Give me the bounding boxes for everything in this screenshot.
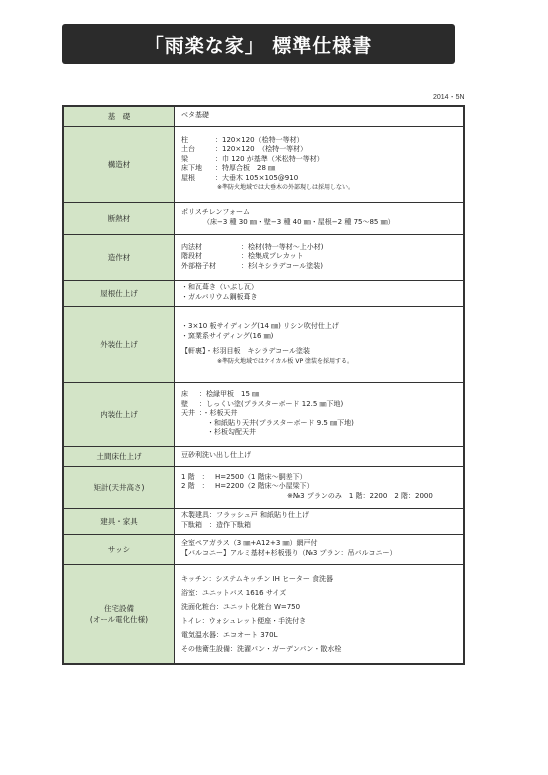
row-value (175, 306, 465, 382)
equipment-label-sub: (オール電化仕様) (89, 614, 149, 624)
spec-line: 梁 ：巾 120 が基準（米松特一等材） (181, 154, 324, 163)
equipment-item: 浴室：ユニットバス 1616 サイズ (181, 588, 287, 597)
exterior-eaves: 【軒裏】・杉羽目板 キシラデコール塗装 (181, 347, 311, 356)
spec-row-entrance (63, 446, 464, 466)
row-value (175, 534, 465, 564)
spec-row-foundation (63, 106, 464, 126)
insulation-line1: ポリスチレンフォーム (181, 208, 251, 217)
row-label: 造作材 (63, 234, 175, 280)
foundation-value: ベタ基礎 (181, 111, 209, 120)
document-title: 「雨楽な家」 標準仕様書 (144, 34, 373, 57)
entrance-value: 豆砂利洗い出し仕上げ (181, 451, 251, 460)
interior-ceiling-item: ・杉板勾配天井 (207, 428, 256, 437)
document-date: 2014・5N (433, 94, 465, 101)
roof-item: ・ガルバリウム鋼板葺き (181, 293, 258, 301)
spec-row-insulation (63, 202, 464, 234)
roof-item: ・和瓦葺き（いぶし瓦） (181, 283, 258, 292)
row-value (175, 126, 465, 202)
title-banner (62, 24, 455, 64)
sash-item: 【バルコニー】アルミ基材+杉板張り（№3 プラン：吊バルコニー） (181, 549, 397, 557)
interior-ceiling-item: ・和紙貼り天井(プラスターボード 9.5 ㎜下地) (207, 418, 354, 427)
spec-line: 床下地 ：特厚合板 28 ㎜ (181, 164, 276, 173)
spec-line: 土台 ：120×120 （桧特一等材） (181, 145, 308, 154)
spec-line: 壁 ：しっくい塗(プラスターボード 12.5 ㎜下地) (181, 399, 344, 408)
spec-line: 1 階 ： H=2500（1 階床〜胴差下） (181, 472, 307, 481)
spec-line: 階段材 ：桧集成プレカット (181, 252, 304, 261)
row-value (175, 466, 465, 508)
row-value (175, 106, 465, 126)
spec-row-interior (63, 382, 464, 446)
spec-row-structure (63, 126, 464, 202)
spec-line: 柱 ：120×120（桧特一等材） (181, 135, 304, 144)
row-label: 基 礎 (63, 106, 175, 126)
row-label: 内装仕上げ (63, 382, 175, 446)
spec-line: 天井 ：・杉板天井 (181, 409, 238, 418)
fittings-item: 木製建具：フラッシュ戸 和紙貼り仕上げ (181, 511, 309, 520)
spec-row-equipment (63, 564, 464, 664)
spec-row-sash (63, 534, 464, 564)
spec-line: 内法材 ：桧材(特一等材〜上小材) (181, 242, 324, 251)
ceiling-height-note: ※№3 プランのみ 1 階：2200 2 階：2000 (287, 491, 433, 500)
row-label: 建具・家具 (63, 508, 175, 534)
spec-row-exterior (63, 306, 464, 382)
exterior-item: ・3×10 板サイディング(14 ㎜) リシン吹付仕上げ (181, 322, 339, 331)
row-value (175, 508, 465, 534)
row-value (175, 202, 465, 234)
row-label: 構造材 (63, 126, 175, 202)
row-value (175, 280, 465, 306)
structure-note: ※準防火地域では大垂木の外部現しは採用しない。 (217, 184, 355, 192)
row-label: サッシ (63, 534, 175, 564)
spec-row-millwork (63, 234, 464, 280)
exterior-item: ・窯業系サイディング(16 ㎜) (181, 331, 274, 340)
fittings-item: 下駄箱 ：造作下駄箱 (181, 521, 251, 529)
insulation-line2: （床−3 種 30 ㎜・壁−3 種 40 ㎜・屋根−2 種 75〜85 ㎜） (203, 218, 395, 226)
spec-line: 床 ：桧縁甲板 15 ㎜ (181, 390, 260, 399)
row-value (175, 446, 465, 466)
equipment-label: 住宅設備 (104, 603, 134, 613)
row-value (175, 564, 465, 664)
exterior-note: ※準防火地域ではケイカル板 VP 塗装を採用する。 (217, 357, 353, 365)
row-label: 断熱材 (63, 202, 175, 234)
row-value (175, 234, 465, 280)
row-label: 土間床仕上げ (63, 446, 175, 466)
spec-line: 2 階 ： H=2200（2 階床〜小屋梁下） (181, 482, 314, 491)
equipment-item: 洗面化粧台：ユニット化粧台 W=750 (181, 602, 301, 611)
spec-row-fittings (63, 508, 464, 534)
row-value (175, 382, 465, 446)
spec-line: 外部格子材 ：杉(キシラデコール塗装) (181, 261, 323, 270)
row-label: 外装仕上げ (63, 306, 175, 382)
equipment-item: その他衛生設備：洗濯パン・ガーデンパン・散水栓 (181, 644, 342, 653)
row-label: 屋根仕上げ (63, 280, 175, 306)
sash-item: 全室ペアガラス（3 ㎜+A12+3 ㎜）網戸付 (181, 539, 318, 548)
row-label: 矩計(天井高さ) (63, 466, 175, 508)
spec-table (62, 105, 465, 665)
spec-row-roof (63, 280, 464, 306)
equipment-item: トイレ：ウォシュレット便座・手洗付き (181, 616, 307, 625)
equipment-item: キッチン：システムキッチン IH ヒーター 食洗器 (181, 574, 334, 583)
row-label (63, 564, 175, 664)
spec-line: 屋根 ：大垂木 105×105@910 (181, 173, 299, 182)
equipment-item: 電気温水器：エコオート 370L (181, 630, 278, 639)
spec-row-ceiling-height (63, 466, 464, 508)
